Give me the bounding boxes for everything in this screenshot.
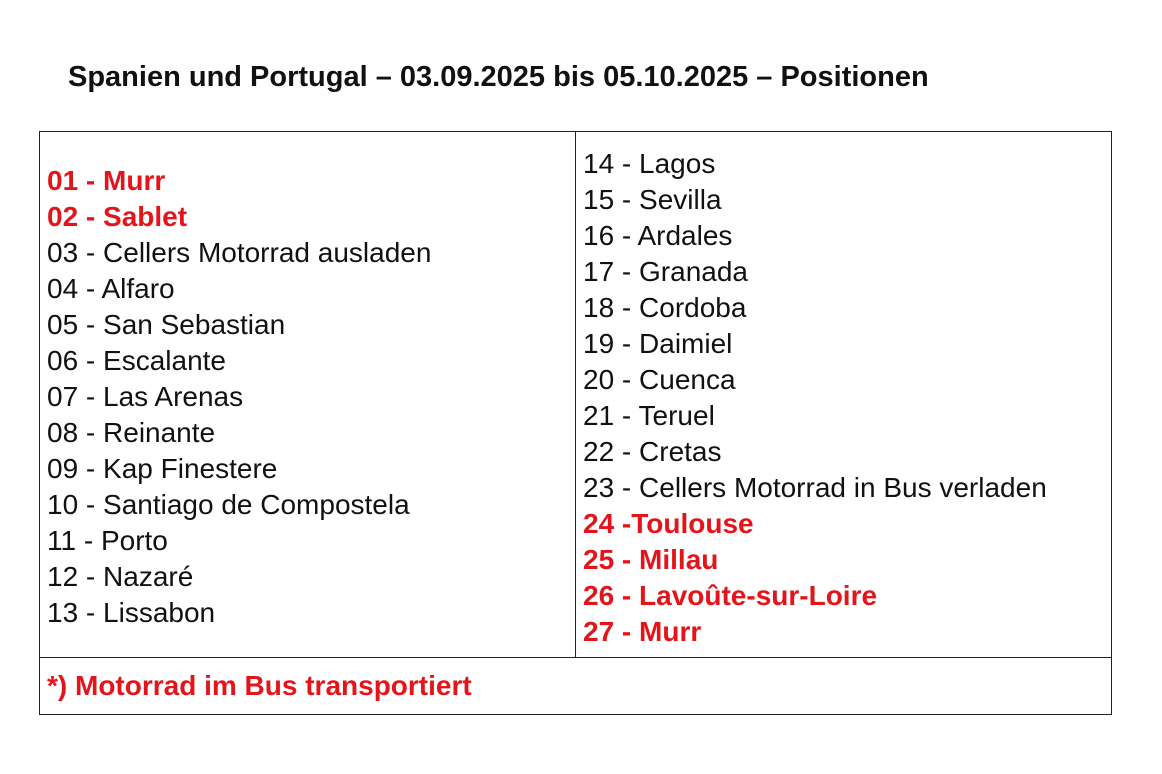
position-item: 05 - San Sebastian — [47, 309, 286, 340]
position-item: 03 - Cellers Motorrad ausladen — [47, 237, 432, 268]
page-title: Spanien und Portugal – 03.09.2025 bis 05.10.2025 – Positionen — [68, 61, 929, 93]
footnote-cell — [40, 658, 1112, 715]
position-item: 08 - Reinante — [47, 417, 216, 448]
position-item: 11 - Porto — [47, 525, 168, 556]
position-item: 14 - Lagos — [583, 148, 716, 179]
position-item: 20 - Cuenca — [583, 364, 736, 395]
position-item: 16 - Ardales — [583, 220, 733, 251]
position-item: 06 - Escalante — [47, 345, 226, 376]
position-item: 10 - Santiago de Compostela — [47, 489, 410, 520]
positions-column-left — [40, 132, 576, 658]
positions-list-left — [40, 132, 575, 631]
position-item: 01 - Murr — [47, 165, 166, 196]
position-item: 25 - Millau — [583, 544, 719, 575]
position-item: 17 - Granada — [583, 256, 748, 287]
position-item: 21 - Teruel — [583, 400, 715, 431]
position-item: 09 - Kap Finestere — [47, 453, 278, 484]
position-item: 02 - Sablet — [47, 201, 188, 232]
positions-list-right — [576, 132, 1111, 650]
position-item: 19 - Daimiel — [583, 328, 733, 359]
table-row-footnote — [40, 658, 1112, 715]
position-item: 12 - Nazaré — [47, 561, 194, 592]
position-item: 07 - Las Arenas — [47, 381, 244, 412]
table-row-positions — [40, 132, 1112, 658]
position-item: 24 -Toulouse — [583, 508, 754, 539]
position-item: 23 - Cellers Motorrad in Bus verladen — [583, 472, 1047, 503]
position-item: 13 - Lissabon — [47, 597, 216, 628]
position-item: 22 - Cretas — [583, 436, 722, 467]
position-item: 15 - Sevilla — [583, 184, 722, 215]
position-item: 18 - Cordoba — [583, 292, 747, 323]
position-item: 26 - Lavoûte-sur-Loire — [583, 580, 878, 611]
positions-table — [39, 131, 1112, 715]
footnote-text: *) Motorrad im Bus transportiert — [47, 670, 472, 701]
positions-column-right — [576, 132, 1112, 658]
position-item: 04 - Alfaro — [47, 273, 175, 304]
position-item: 27 - Murr — [583, 616, 702, 647]
